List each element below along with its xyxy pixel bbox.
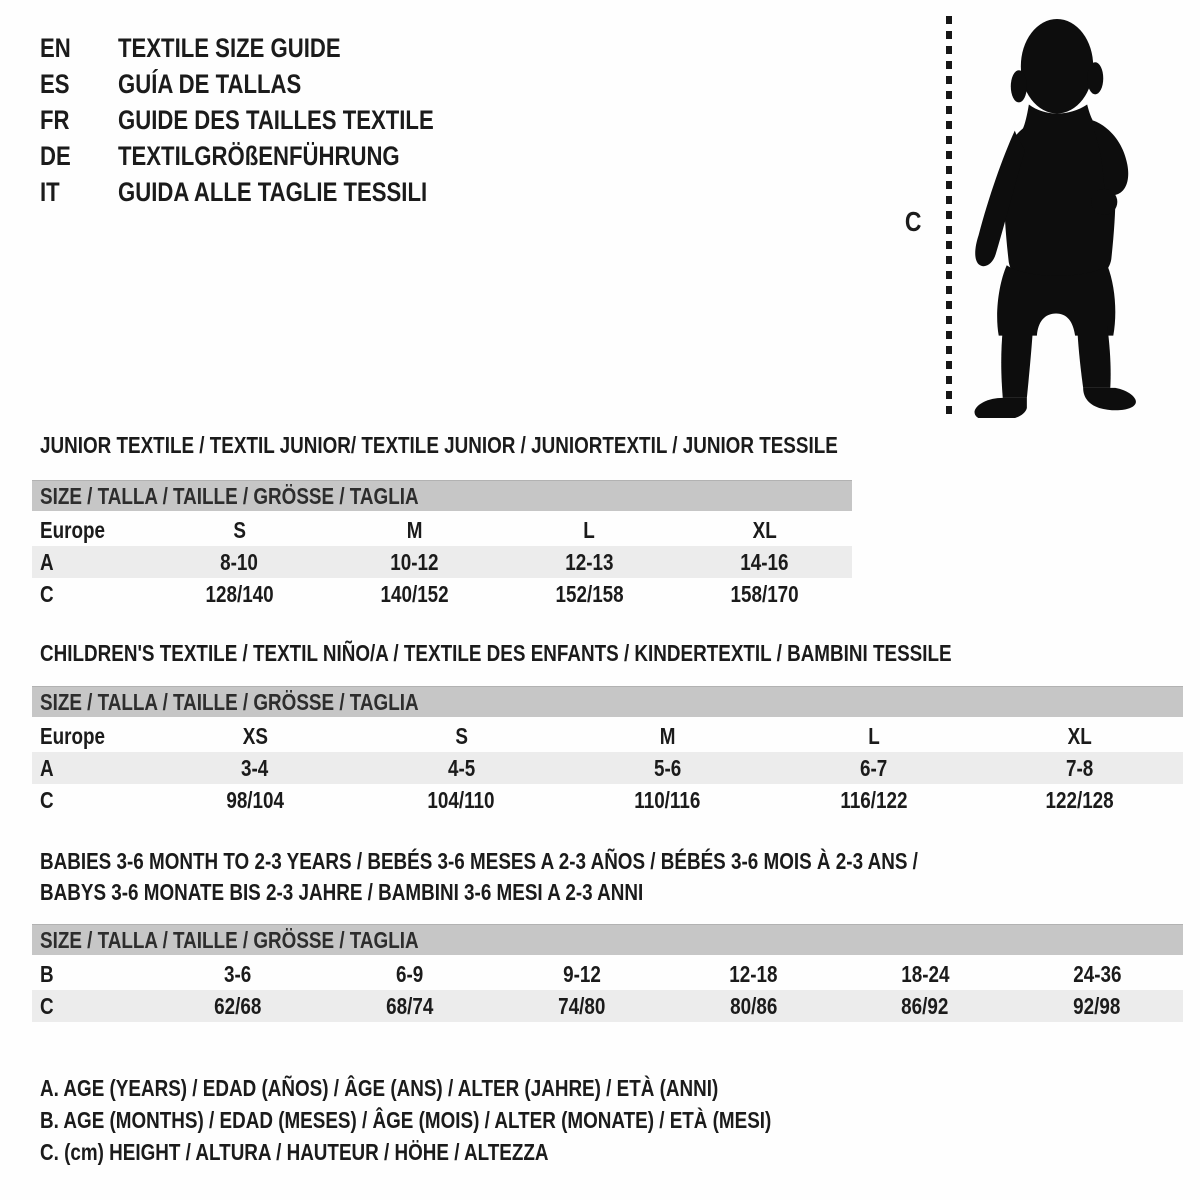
language-code: ES [40, 68, 70, 99]
language-row-es [40, 66, 503, 102]
language-row-de [40, 138, 503, 174]
table-row-height-cm [32, 784, 1183, 816]
guide-title-es: GUÍA DE TALLAS [118, 68, 302, 99]
language-row-en [40, 30, 503, 66]
size-cell: L [867, 722, 880, 749]
language-row-fr [40, 102, 503, 138]
age-cell: 5-6 [653, 754, 682, 781]
row-label: Europe [40, 722, 105, 749]
age-cell: 14-16 [740, 548, 789, 575]
age-cell: 6-7 [860, 754, 888, 781]
row-label: Europe [40, 516, 105, 543]
table-row-age-months [32, 958, 1183, 990]
size-cell: XS [242, 722, 268, 749]
size-cell: L [583, 516, 596, 543]
table-row-europe [32, 720, 1183, 752]
height-cell: 68/74 [386, 992, 434, 1019]
language-code: IT [40, 176, 60, 207]
height-cell: 110/116 [634, 786, 701, 813]
age-cell: 8-10 [220, 548, 259, 575]
legend-age-months: B. AGE (MONTHS) / EDAD (MESES) / ÂGE (MOIS) / ALTER (MONATE) / ETÀ (MESI) [40, 1106, 772, 1133]
guide-title-fr: GUIDE DES TAILLES TEXTILE [118, 104, 434, 135]
row-label: C [40, 992, 54, 1019]
height-cell: 116/122 [840, 786, 908, 813]
size-cell: XL [752, 516, 777, 543]
height-cell: 140/152 [380, 580, 449, 607]
language-title-block [40, 30, 503, 210]
height-cell: 152/158 [555, 580, 624, 607]
size-cell: S [454, 722, 468, 749]
height-cell: 62/68 [214, 992, 262, 1019]
height-cell: 158/170 [730, 580, 799, 607]
height-cell: 80/86 [729, 992, 778, 1019]
toddler-silhouette-icon [968, 16, 1140, 418]
children-size-table [32, 686, 1183, 816]
height-cell: 128/140 [205, 580, 274, 607]
height-cell: 104/110 [427, 786, 495, 813]
junior-section-title: JUNIOR TEXTILE / TEXTIL JUNIOR/ TEXTILE JUNIOR / JUNIORTEXTIL / JUNIOR TESSILE [40, 432, 838, 458]
table-row-age-years [32, 546, 852, 578]
children-section-title: CHILDREN'S TEXTILE / TEXTIL NIÑO/A / TEXTILE DES ENFANTS / KINDERTEXTIL / BAMBINI TESSILE [40, 640, 952, 666]
row-label: C [40, 580, 54, 607]
size-header-bar: SIZE / TALLA / TAILLE / GRÖSSE / TAGLIA [32, 924, 1183, 955]
junior-size-table [32, 480, 852, 610]
size-header-bar: SIZE / TALLA / TAILLE / GRÖSSE / TAGLIA [32, 480, 852, 511]
age-cell: 10-12 [390, 548, 439, 575]
age-cell: 9-12 [562, 960, 601, 987]
guide-title-en: TEXTILE SIZE GUIDE [118, 32, 341, 63]
height-measure-label: C [904, 206, 922, 237]
row-label: A [40, 754, 54, 781]
age-cell: 12-18 [729, 960, 778, 987]
age-cell: 18-24 [901, 960, 950, 987]
size-cell: S [233, 516, 246, 543]
age-cell: 3-6 [224, 960, 252, 987]
legend-height-cm: C. (cm) HEIGHT / ALTURA / HAUTEUR / HÖHE / ALTEZZA [40, 1138, 549, 1165]
language-row-it [40, 174, 503, 210]
language-code: DE [40, 140, 71, 171]
babies-size-table [32, 924, 1183, 1022]
age-cell: 3-4 [241, 754, 269, 781]
height-cell: 98/104 [226, 786, 284, 813]
guide-title-de: TEXTILGRÖßENFÜHRUNG [118, 140, 400, 171]
height-cell: 74/80 [557, 992, 606, 1019]
height-cell: 92/98 [1073, 992, 1121, 1019]
legend-age-years: A. AGE (YEARS) / EDAD (AÑOS) / ÂGE (ANS) / ALTER (JAHRE) / ETÀ (ANNI) [40, 1074, 719, 1101]
age-cell: 4-5 [447, 754, 475, 781]
size-cell: M [406, 516, 423, 543]
table-row-age-years [32, 752, 1183, 784]
language-code: EN [40, 32, 71, 63]
age-cell: 7-8 [1066, 754, 1094, 781]
measurement-legend [40, 1072, 932, 1168]
table-row-height-cm [32, 578, 852, 610]
table-row-height-cm [32, 990, 1183, 1022]
age-cell: 6-9 [396, 960, 424, 987]
height-cell: 122/128 [1045, 786, 1114, 813]
size-cell: XL [1067, 722, 1092, 749]
height-measure-dashed-line [946, 16, 952, 416]
row-label: C [40, 786, 54, 813]
age-cell: 24-36 [1072, 960, 1122, 987]
age-cell: 12-13 [565, 548, 614, 575]
row-label: A [40, 548, 54, 575]
language-code: FR [40, 104, 70, 135]
guide-title-it: GUIDA ALLE TAGLIE TESSILI [118, 176, 428, 207]
height-cell: 86/92 [901, 992, 949, 1019]
babies-section-title: BABIES 3-6 MONTH TO 2-3 YEARS / BEBÉS 3-6 MESES A 2-3 AÑOS / BÉBÉS 3-6 MOIS À 2-3 ANS / BABYS 3-6 MONATE BIS 2-3 JAHRE / BAMBINI 3-6 MESI A 2-3 ANNI [40, 848, 918, 905]
size-cell: M [659, 722, 676, 749]
size-header-bar: SIZE / TALLA / TAILLE / GRÖSSE / TAGLIA [32, 686, 1183, 717]
table-row-europe [32, 514, 852, 546]
row-label: B [40, 960, 54, 987]
